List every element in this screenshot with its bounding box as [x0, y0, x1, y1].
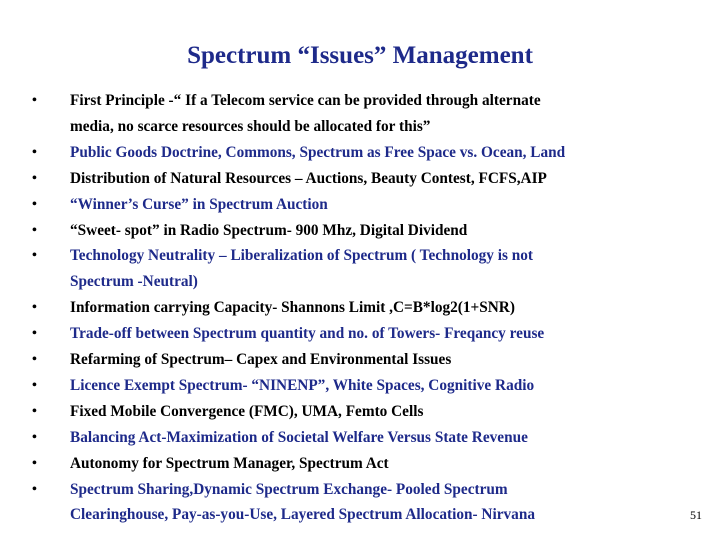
- bullet-text-line: Autonomy for Spectrum Manager, Spectrum Act: [70, 454, 389, 472]
- bullet-marker: •: [32, 93, 37, 108]
- page-number: 51: [690, 508, 702, 522]
- bullet-marker: •: [32, 248, 37, 264]
- bullet-text-line: Public Goods Doctrine, Commons, Spectrum as Free Space vs. Ocean, Land: [70, 143, 566, 161]
- bullet-marker: •: [32, 326, 37, 342]
- bullet-text-line: Distribution of Natural Resources – Auctions, Beauty Contest, FCFS,AIP: [70, 169, 547, 187]
- bullet-marker: •: [32, 170, 37, 186]
- bullet-text-line: Balancing Act-Maximization of Societal Welfare Versus State Revenue: [70, 428, 528, 446]
- bullet-text-line: Spectrum Sharing,Dynamic Spectrum Exchange- Pooled Spectrum: [70, 480, 508, 498]
- bullet-item: [0, 399, 720, 425]
- bullet-text-line: Fixed Mobile Convergence (FMC), UMA, Femto Cells: [70, 402, 424, 420]
- bullet-item: [0, 295, 720, 321]
- bullet-marker: •: [32, 455, 37, 471]
- bullet-item: [0, 347, 720, 373]
- bullet-text-line: Licence Exempt Spectrum- “NINENP”, White Spaces, Cognitive Radio: [70, 376, 535, 394]
- bullet-item: [0, 243, 720, 295]
- bullet-text-line: “Sweet- spot” in Radio Spectrum- 900 Mhz, Digital Dividend: [70, 221, 468, 239]
- bullet-text-line: “Winner’s Curse” in Spectrum Auction: [70, 195, 328, 213]
- bullet-text-line: Refarming of Spectrum– Capex and Environmental Issues: [70, 351, 452, 368]
- bullet-text-line: Technology Neutrality – Liberalization of Spectrum ( Technology is not: [70, 247, 534, 265]
- bullet-marker: •: [32, 144, 37, 160]
- bullet-item: [0, 451, 720, 477]
- bullet-marker: •: [32, 429, 37, 445]
- bullet-item: [0, 140, 720, 166]
- bullet-item: [0, 321, 720, 347]
- bullet-marker: •: [32, 196, 37, 212]
- bullet-text-line: media, no scarce resources should be allocated for this”: [70, 117, 431, 135]
- bullet-marker: •: [32, 352, 37, 367]
- bullet-item: [0, 477, 720, 529]
- bullet-text-line: Information carrying Capacity- Shannons Limit ,C=B*log2(1+SNR): [70, 299, 515, 317]
- bullet-item: [0, 166, 720, 192]
- bullet-marker: •: [32, 481, 37, 497]
- bullet-item: [0, 373, 720, 399]
- bullet-marker: •: [32, 403, 37, 419]
- bullet-text-line: First Principle -“ If a Telecom service can be provided through alternate: [70, 92, 541, 109]
- bullet-text-line: Clearinghouse, Pay-as-you-Use, Layered Spectrum Allocation- Nirvana: [70, 506, 535, 524]
- bullet-item: [0, 192, 720, 218]
- bullet-marker: •: [32, 377, 37, 393]
- bullet-item: [0, 88, 720, 140]
- bullet-text-line: Trade-off between Spectrum quantity and no. of Towers- Freqancy reuse: [70, 325, 545, 343]
- bullet-item: [0, 425, 720, 451]
- bullet-marker: •: [32, 300, 37, 316]
- bullet-item: [0, 218, 720, 244]
- bullet-text-line: Spectrum -Neutral): [70, 273, 198, 291]
- slide-title: Spectrum “Issues” Management: [187, 42, 533, 69]
- bullet-marker: •: [32, 222, 37, 238]
